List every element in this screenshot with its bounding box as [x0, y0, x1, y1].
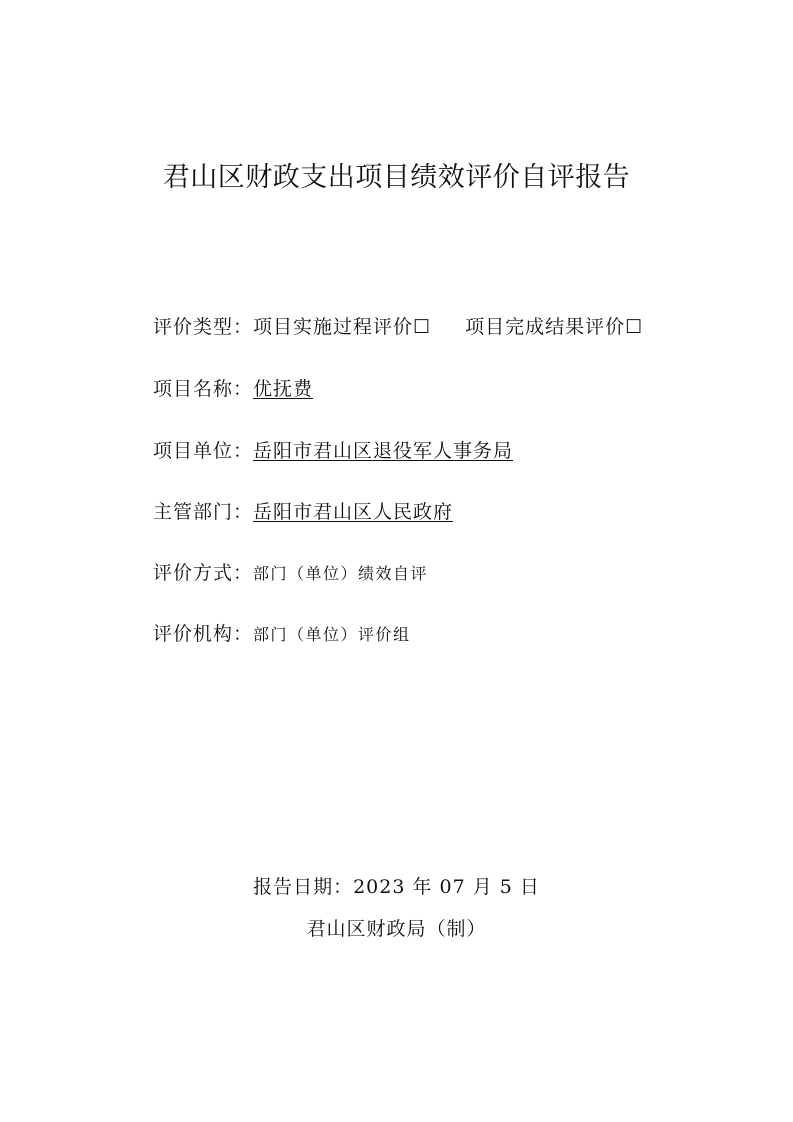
eval-method-value: 部门（单位）绩效自评	[253, 564, 429, 583]
eval-type-row	[153, 313, 643, 341]
project-name-row	[153, 375, 313, 403]
supervisor-label: 主管部门：	[153, 501, 254, 523]
eval-type-option-result: 项目完成结果评价☐	[465, 316, 644, 338]
project-unit-value: 岳阳市君山区退役军人事务局	[253, 440, 514, 462]
supervisor-value: 岳阳市君山区人民政府	[253, 501, 454, 523]
eval-org-row	[153, 620, 411, 649]
eval-org-value: 部门（单位）评价组	[253, 625, 411, 644]
eval-method-row	[153, 559, 428, 588]
eval-type-label: 评价类型：	[153, 316, 254, 338]
report-date: 报告日期：2023 年 07 月 5 日	[253, 876, 540, 898]
supervisor-row	[153, 498, 453, 526]
project-unit-label: 项目单位：	[153, 440, 254, 462]
project-name-value: 优抚费	[253, 378, 314, 400]
report-title: 君山区财政支出项目绩效评价自评报告	[162, 162, 631, 193]
eval-method-label: 评价方式：	[153, 562, 254, 584]
project-name-label: 项目名称：	[153, 378, 254, 400]
issuer: 君山区财政局（制）	[306, 918, 487, 940]
eval-type-option-process: 项目实施过程评价☐	[253, 316, 432, 338]
project-unit-row	[153, 437, 513, 465]
eval-org-label: 评价机构：	[153, 623, 254, 645]
